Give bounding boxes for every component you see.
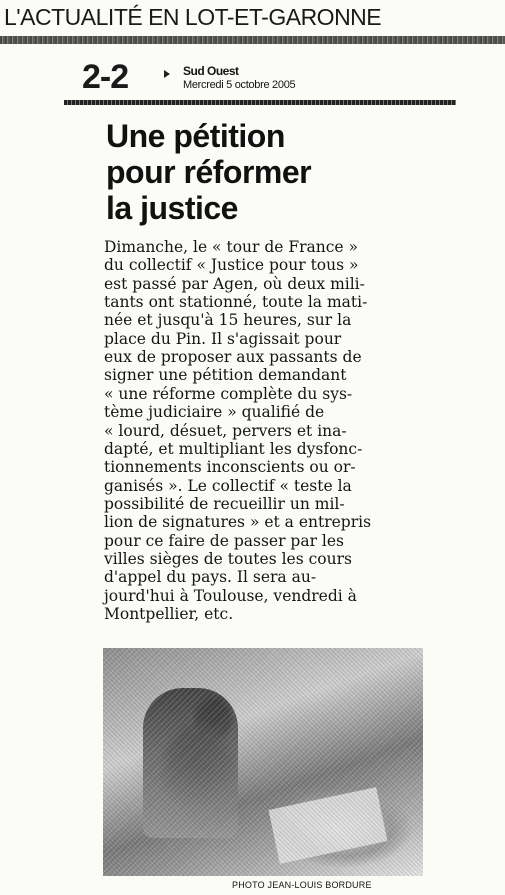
body-line: est passé par Agen, où deux mili- [104,274,365,293]
page-number: 2-2 [82,58,129,96]
photo-halftone [103,648,423,876]
body-line: signer une pétition demandant [104,366,347,385]
body-line: jourd'hui à Toulouse, vendredi à [104,586,357,605]
headline-line: Une pétition [106,118,285,154]
masthead-name: Sud Ouest [183,64,239,78]
body-line: lion de signatures » et a entrepris [104,513,372,532]
body-line: née et jusqu'à 15 heures, sur la [104,311,352,330]
body-line: possibilité de recueillir un mil- [104,494,345,513]
body-line: « lourd, désuet, pervers et ina- [104,421,347,440]
body-line: ganisés ». Le collectif « teste la [104,476,352,495]
body-line: villes sièges de toutes les cours [104,549,352,568]
masthead-date: Mercredi 5 octobre 2005 [183,79,296,91]
dateline-rule [64,100,456,105]
article-photo [103,648,423,876]
photo-credit: PHOTO JEAN-LOUIS BORDURE [232,880,372,890]
body-line: dapté, et multipliant les dysfonc- [104,439,363,458]
body-line: « une réforme complète du sys- [104,384,353,403]
body-line: place du Pin. Il s'agissait pour [104,329,342,348]
headline-line: pour réformer [106,154,312,190]
body-line: d'appel du pays. Il sera au- [104,568,317,587]
headline-line: la justice [106,190,238,226]
body-line: tionnements inconscients ou or- [104,458,356,477]
body-line: du collectif « Justice pour tous » [104,256,359,275]
arrow-right-icon [164,70,170,78]
body-line: Dimanche, le « tour de France » [104,238,359,256]
body-line: tème judiciaire » qualifié de [104,403,325,422]
section-header: L'ACTUALITÉ EN LOT-ET-GARONNE [4,4,382,30]
header-rule [0,36,505,44]
body-line: Montpellier, etc. [104,605,234,623]
body-line: tants ont stationné, toute la mati- [104,293,368,312]
headline [106,118,436,226]
body-line: eux de proposer aux passants de [104,348,362,367]
body-line: pour ce faire de passer par les [104,531,344,550]
